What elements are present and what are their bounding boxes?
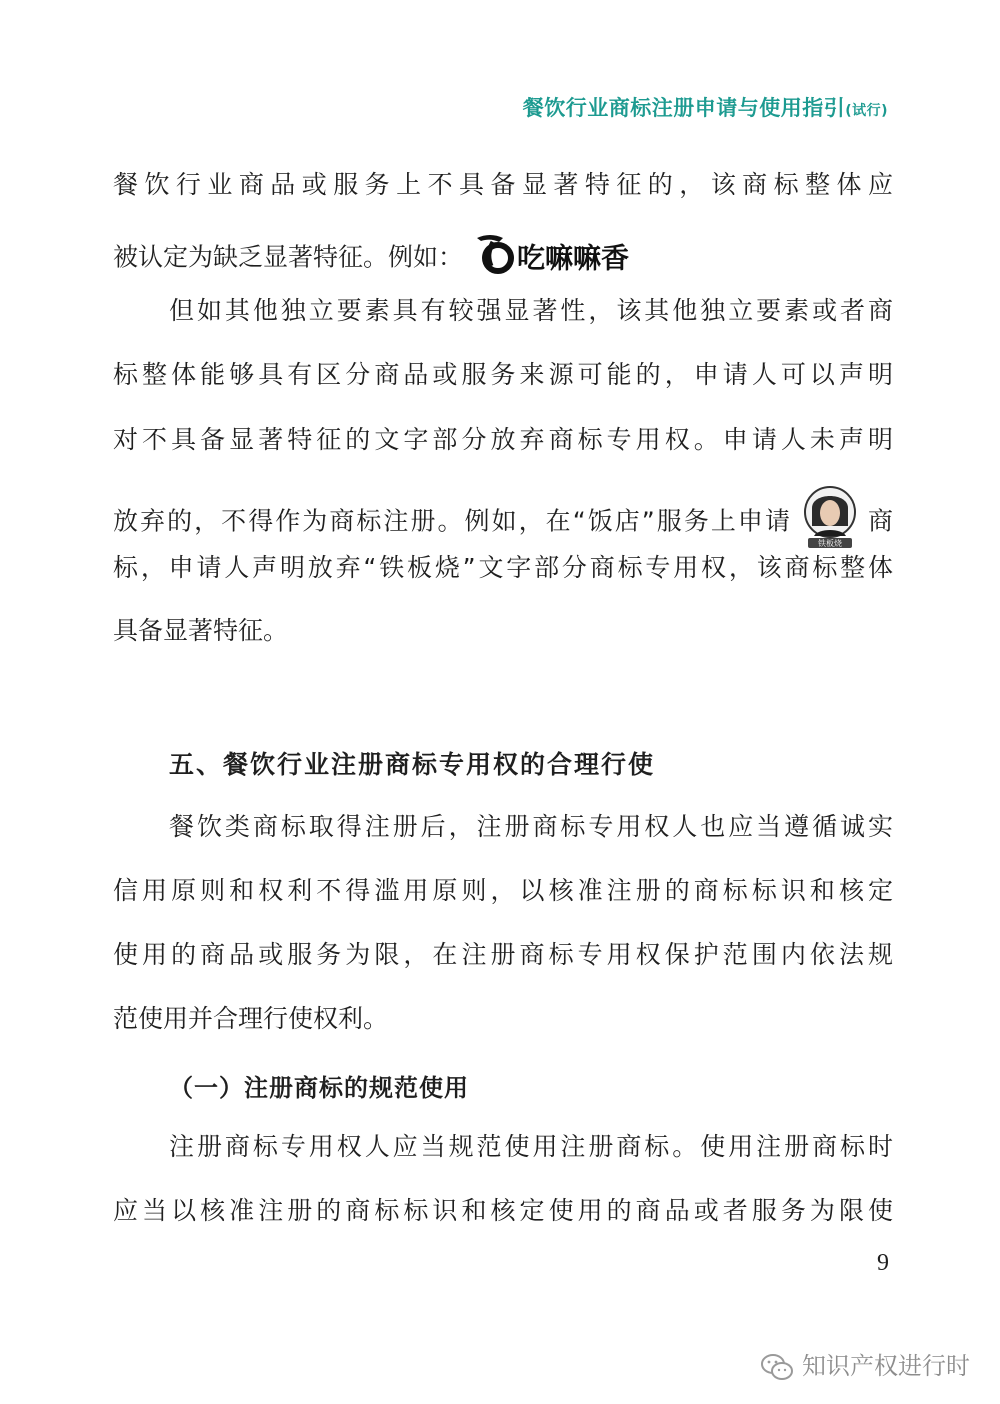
body-line: 注册商标专用权人应当规范使用注册商标。使用注册商标时 <box>169 1132 893 1161</box>
section-heading: 五、餐饮行业注册商标专用权的合理行使 <box>169 750 656 779</box>
trademark-logo-text: 吃嘛嘛香 <box>516 241 629 275</box>
wechat-icon <box>760 1353 794 1381</box>
header-note: (试行) <box>845 103 888 119</box>
watermark <box>760 1346 970 1381</box>
body-line: 使用的商品或服务为限，在注册商标专用权保护范围内依法规 <box>113 940 893 969</box>
running-header <box>523 92 888 122</box>
trademark-logo-icon <box>471 232 517 285</box>
watermark-text: 知识产权进行时 <box>802 1352 970 1380</box>
body-line-text: 被认定为缺乏显著特征。例如： <box>113 242 464 272</box>
body-line-tail: 商 <box>868 506 894 536</box>
subsection-heading: （一）注册商标的规范使用 <box>169 1074 469 1102</box>
page-number: 9 <box>877 1250 889 1276</box>
header-title: 餐饮行业商标注册申请与使用指引 <box>522 96 846 120</box>
body-line: 信用原则和权利不得滥用原则，以核准注册的商标标识和核定 <box>113 876 893 905</box>
body-line: 标，申请人声明放弃“铁板烧”文字部分商标专用权，该商标整体 <box>113 553 893 582</box>
body-line-with-avatar <box>113 486 894 548</box>
body-line: 但如其他独立要素具有较强显著性，该其他独立要素或者商 <box>169 296 893 325</box>
body-line: 餐饮行业商品或服务上不具备显著特征的，该商标整体应 <box>113 170 893 199</box>
body-line: 具备显著特征。 <box>113 616 289 645</box>
body-line-text: 放弃的，不得作为商标注册。例如，在“饭店”服务上申请 <box>113 506 792 536</box>
body-line: 应当以核准注册的商标标识和核定使用的商品或者服务为限使 <box>113 1196 893 1225</box>
portrait-caption: 铁板烧 <box>818 539 842 548</box>
trademark-portrait <box>802 486 858 559</box>
body-line: 餐饮类商标取得注册后，注册商标专用权人也应当遵循诚实 <box>169 812 893 841</box>
body-line-with-logo <box>113 232 893 275</box>
body-line: 对不具备显著特征的文字部分放弃商标专用权。申请人未声明 <box>113 425 893 454</box>
body-line: 范使用并合理行使权利。 <box>113 1004 389 1033</box>
body-line: 标整体能够具有区分商品或服务来源可能的，申请人可以声明 <box>113 360 893 389</box>
